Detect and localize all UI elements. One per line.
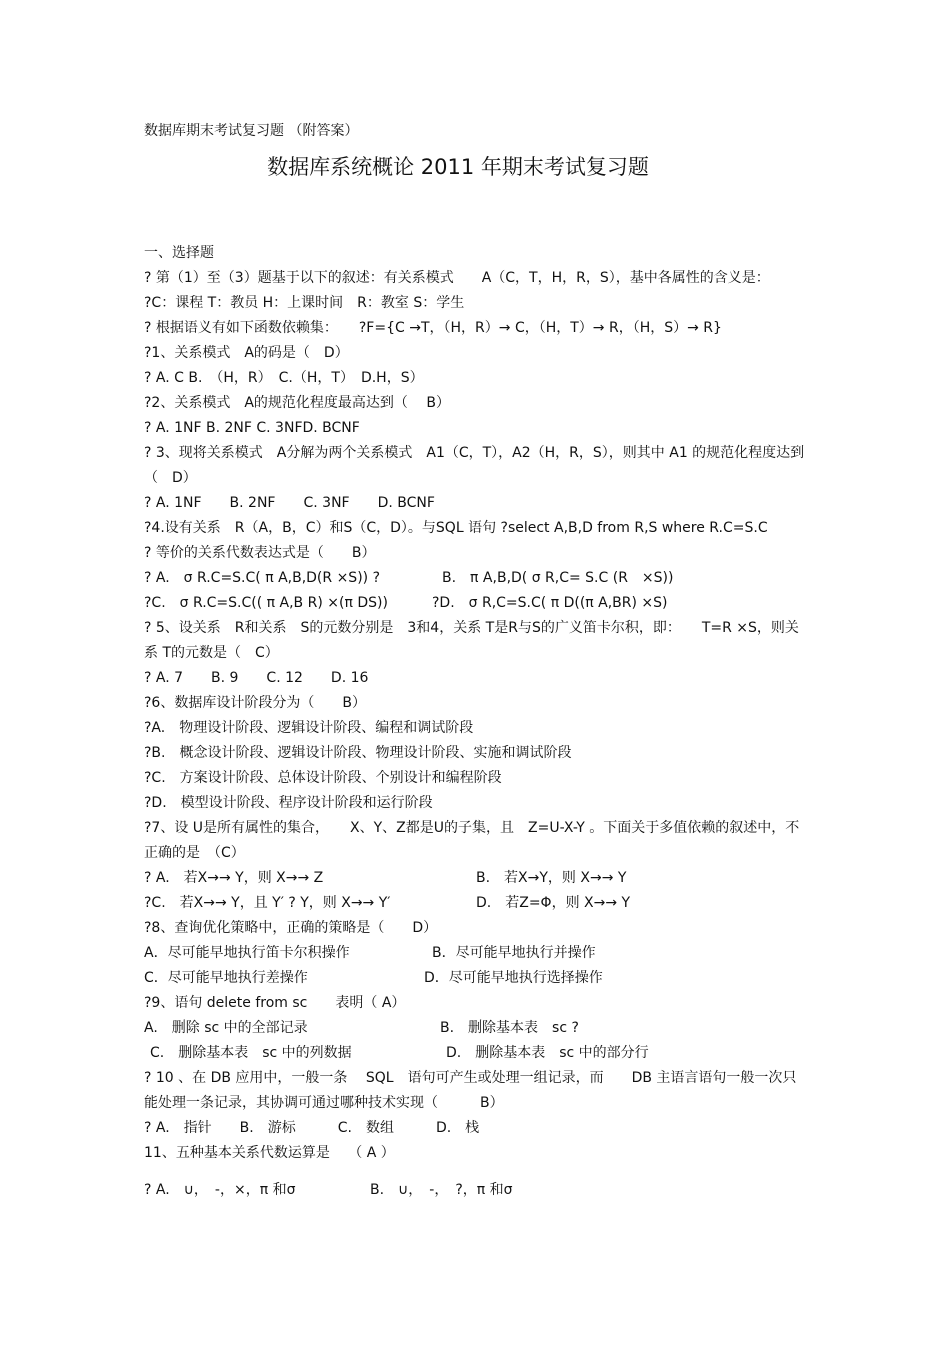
option-text: A. 删除 sc 中的全部记录 <box>144 1020 308 1036</box>
spacer <box>144 1166 806 1178</box>
option-text: C. 删除基本表 sc 中的列数据 <box>150 1045 352 1061</box>
question-6: ?6、数据库设计阶段分为（ B） <box>144 695 366 711</box>
options-10: ? A. 指针 B. 游标 C. 数组 D. 栈 <box>144 1120 480 1136</box>
options-7-row-2 <box>144 891 806 916</box>
option-text: ?D. 模型设计阶段、程序设计阶段和运行阶段 <box>144 795 433 811</box>
option-text: ? A. 若X→→ Y，则 X→→ Z <box>144 870 324 886</box>
option-text: ? A. ∪， -，×，π 和σ <box>144 1182 296 1198</box>
text-line: ? 根据语义有如下函数依赖集： ?F={C →T，（H，R）→ C，（H，T）→ R，（H，S）→ R} <box>144 320 722 336</box>
option-text: B. 删除基本表 sc ? <box>440 1020 579 1036</box>
text-line: ?C：课程 T：教员 H：上课时间 R：教室 S：学生 <box>144 295 465 311</box>
options-11-row-1 <box>144 1178 806 1203</box>
options-2: ? A. 1NF B. 2NF C. 3NFD. BCNF <box>144 420 360 436</box>
question-9: ?9、语句 delete from sc 表明（ A） <box>144 995 406 1011</box>
text-line: ? 第（1）至（3）题基于以下的叙述：有关系模式 A（C，T，H，R，S），基中各属性的含义是： <box>144 270 770 286</box>
options-8-row-1 <box>144 941 806 966</box>
doc-header: 数据库期末考试复习题 （附答案） <box>144 123 359 139</box>
option-text: ?D. σ R,C=S.C( π D((π A,BR) ×S) <box>432 595 668 611</box>
option-text: ?C. σ R.C=S.C(( π A,B R) ×(π DS)) <box>144 595 388 611</box>
options-9-row-2 <box>144 1041 806 1066</box>
option-text: ?C. 若X→→ Y，且 Y′ ? Y，则 X→→ Y′ <box>144 895 391 911</box>
option-text: ?A. 物理设计阶段、逻辑设计阶段、编程和调试阶段 <box>144 720 474 736</box>
options-8-row-2 <box>144 966 806 991</box>
options-7-row-1 <box>144 866 806 891</box>
question-10: ? 10 、在 DB 应用中，一般一条 SQL 语句可产生或处理一组记录，而 DB 主语言语句一般一次只能处理一条记录，其协调可通过哪种技术实现（ B） <box>144 1070 797 1111</box>
options-9-row-1 <box>144 1016 806 1041</box>
question-3: ? 3、现将关系模式 A分解为两个关系模式 A1（C，T），A2（H，R，S），则其中 A1 的规范化程度达到（ D） <box>144 445 805 486</box>
options-4-row-2 <box>144 591 806 616</box>
option-text: ?B. 概念设计阶段、逻辑设计阶段、物理设计阶段、实施和调试阶段 <box>144 745 572 761</box>
question-1: ?1、关系模式 A的码是（ D） <box>144 345 349 361</box>
question-4-cont: ? 等价的关系代数表达式是（ B） <box>144 545 376 561</box>
question-8: ?8、查询优化策略中，正确的策略是（ D） <box>144 920 438 936</box>
options-1: ? A. C B. （H，R） C.（H，T） D.H，S） <box>144 370 424 386</box>
options-5: ? A. 7 B. 9 C. 12 D. 16 <box>144 670 369 686</box>
options-3: ? A. 1NF B. 2NF C. 3NF D. BCNF <box>144 495 435 511</box>
option-text: B. π A,B,D( σ R,C= S.C (R ×S)) <box>442 570 674 586</box>
question-4: ?4.设有关系 R（A，B，C）和S（C，D）。与SQL 语句 ?select A,B,D from R,S where R.C=S.C <box>144 520 768 536</box>
question-7: ?7、设 U是所有属性的集合， X、Y、Z都是U的子集，且 Z=U-X-Y 。下面关于多值依赖的叙述中，不正确的是 （C） <box>144 820 800 861</box>
option-text: B. ∪， -， ?，π 和σ <box>370 1182 513 1198</box>
section-heading: 一、选择题 <box>144 245 214 261</box>
doc-title: 数据库系统概论 2011 年期末考试复习题 <box>267 155 649 179</box>
question-list <box>144 241 806 1203</box>
question-5: ? 5、设关系 R和关系 S的元数分别是 3和4，关系 T是R与S的广义笛卡尔积，即： T=R ×S，则关系 T的元数是（ C） <box>144 620 799 661</box>
question-2: ?2、关系模式 A的规范化程度最高达到（ B） <box>144 395 450 411</box>
option-text: D．尽可能早地执行选择操作 <box>424 970 603 986</box>
option-text: ?C. 方案设计阶段、总体设计阶段、个别设计和编程阶段 <box>144 770 502 786</box>
options-4-row-1 <box>144 566 806 591</box>
option-text: B．尽可能早地执行并操作 <box>432 945 596 961</box>
option-text: B. 若X→Y，则 X→→ Y <box>476 870 627 886</box>
option-text: C．尽可能早地执行差操作 <box>144 970 308 986</box>
option-text: D. 若Z=Φ，则 X→→ Y <box>476 895 631 911</box>
option-text: D. 删除基本表 sc 中的部分行 <box>446 1045 649 1061</box>
option-text: A．尽可能早地执行笛卡尔积操作 <box>144 945 350 961</box>
option-text: ? A. σ R.C=S.C( π A,B,D(R ×S)) ? <box>144 570 380 586</box>
question-11: 11、五种基本关系代数运算是 （ A ） <box>144 1145 395 1161</box>
